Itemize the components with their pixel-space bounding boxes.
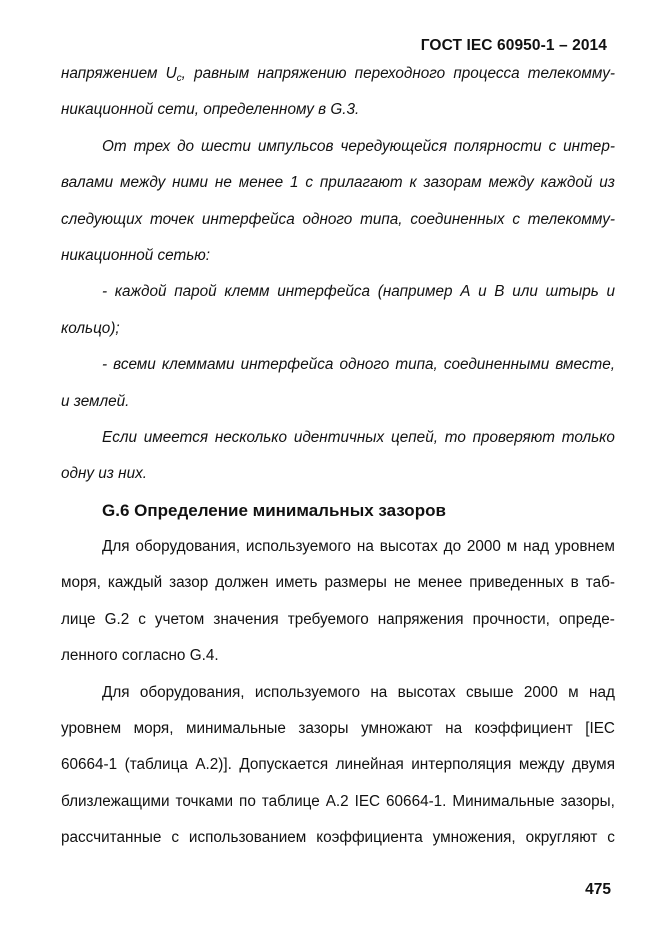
text-line — [61, 274, 615, 310]
text-line — [61, 529, 615, 565]
word: менее — [417, 574, 463, 592]
text-line — [61, 820, 615, 856]
word: размеры — [324, 574, 387, 592]
word: уровнем — [61, 720, 122, 738]
text-line: кольцо); — [61, 319, 120, 337]
word: Для — [102, 538, 130, 556]
word: (таблица — [124, 756, 188, 774]
word: импульсов — [257, 137, 334, 155]
word: на — [370, 683, 388, 701]
word: G.2 — [104, 610, 130, 628]
word: напряжения — [377, 610, 464, 628]
voltage-symbol: $U_c$, — [165, 65, 186, 84]
word: Для — [102, 683, 130, 701]
text-line: никационной сетью: — [61, 246, 211, 264]
subscript: c — [176, 73, 182, 84]
word: зазорам — [423, 174, 482, 192]
word: переходного — [354, 65, 446, 82]
word: напряжением — [61, 65, 158, 82]
word: одного — [302, 210, 353, 228]
word: с — [305, 174, 314, 192]
word: штырь — [545, 283, 599, 301]
word: соединенными — [443, 356, 550, 374]
word: оборудования, — [139, 683, 245, 701]
document-header: ГОСТ IEC 60950-1 – 2014 — [420, 37, 607, 54]
word: 2000 — [466, 538, 501, 556]
word: оборудования, — [135, 538, 241, 556]
word: интерфейса — [277, 283, 371, 301]
word: округляют — [525, 829, 598, 847]
section-heading: G.6 Определение минимальных зазоров — [102, 500, 446, 520]
word: не — [214, 174, 232, 192]
word: телекомму- — [527, 65, 615, 82]
word: 60664-1 — [61, 756, 118, 774]
word: 2000 — [523, 683, 558, 701]
text-line: одну из них. — [61, 465, 147, 483]
word: с — [607, 829, 615, 847]
word: клеммами — [161, 356, 235, 374]
word: м — [568, 683, 579, 701]
word: 60664-1. — [386, 792, 447, 810]
word: линейная — [335, 756, 404, 774]
word: процесса — [453, 65, 520, 82]
word: высотах — [379, 538, 438, 556]
word: интерфейса — [201, 210, 295, 228]
word: над — [523, 538, 550, 556]
word: и — [606, 283, 615, 301]
word: А.2 — [325, 792, 349, 810]
word: одного — [339, 356, 390, 374]
word: идентичных — [293, 428, 385, 446]
word: менее — [238, 174, 284, 192]
word: А — [460, 283, 471, 301]
word: или — [512, 283, 538, 301]
word: интер- — [563, 137, 615, 155]
word: иметь — [275, 574, 318, 592]
word: на — [445, 720, 463, 738]
word: умножают — [361, 720, 433, 738]
text-line — [61, 202, 615, 238]
word: таб- — [585, 574, 615, 592]
word: минимальные — [185, 720, 286, 738]
text-line: никационной сети, определенному в G.3. — [61, 101, 360, 119]
word: интерфейса — [240, 356, 334, 374]
word: всеми — [113, 356, 156, 374]
word: использованием — [188, 829, 307, 847]
word: моря, — [61, 574, 101, 592]
word: следующих — [61, 210, 143, 228]
word: каждой — [540, 174, 593, 192]
word: трех — [133, 137, 171, 155]
word: типа, — [360, 210, 403, 228]
word: зазор — [169, 574, 209, 592]
text-line — [61, 347, 615, 383]
word: лице — [61, 610, 96, 628]
text-line — [61, 420, 615, 456]
page-number: 475 — [585, 881, 611, 898]
word: каждый — [107, 574, 163, 592]
word: несколько — [214, 428, 288, 446]
word: чередующейся — [340, 137, 447, 155]
word: От — [102, 137, 127, 155]
word: моря, — [133, 720, 174, 738]
word: коэффициента — [316, 829, 423, 847]
word: типа, — [395, 356, 438, 374]
word: интерполяция — [411, 756, 512, 774]
word: на — [356, 538, 374, 556]
word: то — [444, 428, 466, 446]
word: с — [548, 137, 557, 155]
word: соединенных — [410, 210, 505, 228]
word: парой — [174, 283, 217, 301]
word: В — [494, 283, 505, 301]
word: до — [443, 538, 462, 556]
word: между — [119, 174, 166, 192]
word: - — [102, 283, 108, 301]
word: над — [589, 683, 615, 701]
word: требуемого — [287, 610, 369, 628]
word: Если — [102, 428, 137, 446]
word: вместе, — [555, 356, 615, 374]
word: двумя — [571, 756, 615, 774]
word: шести — [200, 137, 251, 155]
word: А.2)]. — [195, 756, 232, 774]
text-line — [61, 747, 615, 783]
word: с — [138, 610, 146, 628]
word: точками — [175, 792, 234, 810]
word: и — [478, 283, 487, 301]
word: полярности — [453, 137, 542, 155]
word: учетом — [154, 610, 205, 628]
text-line — [61, 165, 615, 201]
word: уровнем — [554, 538, 615, 556]
word: используемого — [245, 538, 352, 556]
word: к — [409, 174, 417, 192]
word: зазоры, — [560, 792, 615, 810]
word: свыше — [465, 683, 514, 701]
word: до — [177, 137, 195, 155]
word: Минимальные — [452, 792, 555, 810]
word: [IEC — [585, 720, 615, 738]
word: 1 — [290, 174, 299, 192]
word: телекомму- — [527, 210, 615, 228]
word: должен — [215, 574, 269, 592]
text-line — [61, 565, 615, 601]
word: Допускается — [239, 756, 329, 774]
text-line — [61, 711, 615, 747]
word: только — [561, 428, 615, 446]
word: точек — [150, 210, 195, 228]
word: имеется — [143, 428, 209, 446]
word: используемого — [254, 683, 361, 701]
word: прилагают — [319, 174, 403, 192]
word: умножения, — [432, 829, 516, 847]
word: - — [102, 356, 108, 374]
word: приведенных — [469, 574, 564, 592]
text-line — [61, 675, 615, 711]
text-line — [61, 784, 615, 820]
word: с — [171, 829, 179, 847]
word: высотах — [397, 683, 456, 701]
word: напряжению — [257, 65, 347, 82]
word: таблице — [261, 792, 320, 810]
word: между — [518, 756, 565, 774]
word: зазоры — [298, 720, 349, 738]
word: из — [599, 174, 615, 192]
text-line — [61, 602, 615, 638]
word: в — [570, 574, 579, 592]
word: (например — [377, 283, 453, 301]
word: IEC — [354, 792, 381, 810]
text-line — [61, 56, 615, 92]
text-line — [61, 129, 615, 165]
word: валами — [61, 174, 114, 192]
word: коэффициент — [474, 720, 573, 738]
word: между — [488, 174, 534, 192]
word: не — [393, 574, 411, 592]
word: значения — [213, 610, 279, 628]
word: по — [239, 792, 256, 810]
word: опреде- — [558, 610, 615, 628]
page-content — [61, 56, 615, 857]
word: прочности, — [472, 610, 550, 628]
word: цепей, — [391, 428, 438, 446]
word: равным — [194, 65, 250, 82]
text-line: и землей. — [61, 392, 130, 410]
text-line: ленного согласно G.4. — [61, 647, 219, 665]
word: ними — [172, 174, 209, 192]
word: рассчитанные — [61, 829, 162, 847]
word: клемм — [224, 283, 270, 301]
word: м — [506, 538, 518, 556]
word: с — [512, 210, 520, 228]
word: близлежащими — [61, 792, 170, 810]
word: проверяют — [472, 428, 555, 446]
word: каждой — [114, 283, 167, 301]
